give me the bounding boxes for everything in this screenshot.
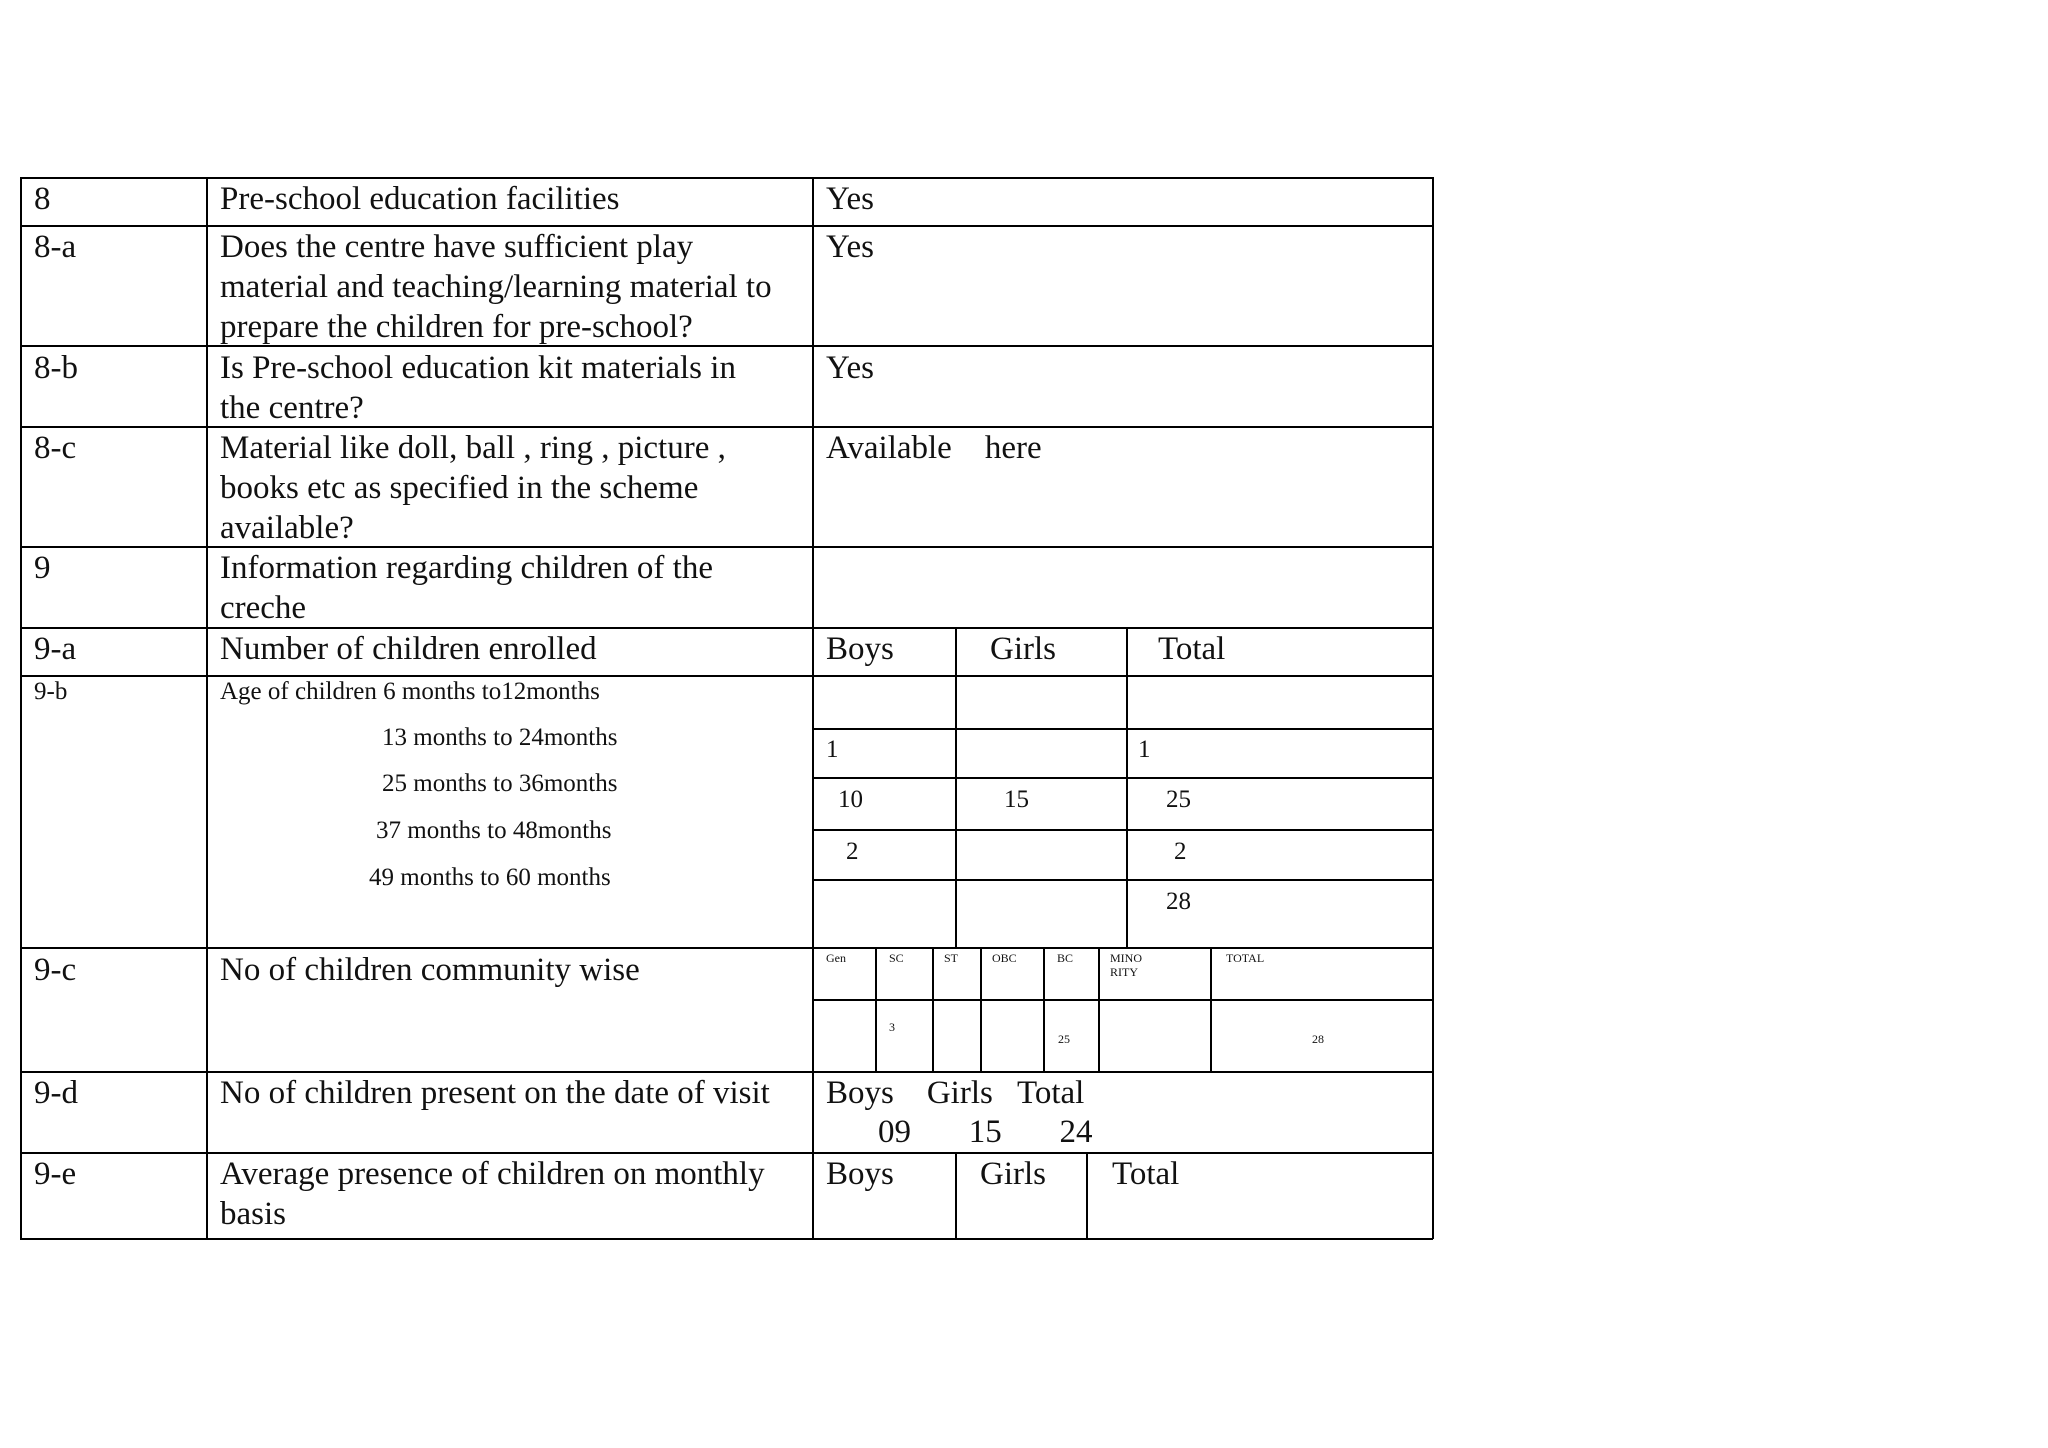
boys-girls-divider (955, 627, 957, 947)
row-number: 9-e (34, 1156, 77, 1192)
column-divider (206, 177, 208, 1239)
row-number: 8-c (34, 430, 77, 466)
total-header: Total (1158, 631, 1226, 667)
girls-header: Girls (990, 631, 1056, 667)
row-question: Is Pre-school education kit materials in the centre? (220, 350, 736, 426)
avg-divider (955, 1152, 957, 1239)
row-number: 9-b (34, 678, 68, 705)
row-answer: Available here (826, 430, 1042, 466)
girls-total-divider (1126, 627, 1128, 947)
age-label: 37 months to 48months (376, 817, 612, 844)
row-answer: Yes (826, 229, 875, 265)
boys-header: Boys (826, 631, 894, 667)
age-label: 49 months to 60 months (369, 864, 611, 891)
community-header: OBC (992, 951, 1017, 965)
inspection-table (20, 177, 1433, 1239)
row-question: Does the centre have sufficient play material and teaching/learning material to prepare the children for pre-school? (220, 229, 772, 345)
community-divider (980, 947, 982, 1071)
age-boys-value: 1 (826, 736, 839, 763)
row-answer: Yes (826, 181, 875, 217)
table-border-right (1432, 177, 1434, 1239)
community-header: ST (944, 951, 959, 965)
age-label: 13 months to 24months (382, 724, 618, 751)
community-divider (932, 947, 934, 1071)
age-total-value: 25 (1166, 786, 1191, 813)
row-answer: Yes (826, 350, 875, 386)
row-number: 9-c (34, 952, 77, 988)
community-value: 3 (889, 1020, 895, 1034)
age-boys-value: 10 (838, 786, 863, 813)
table-border-left (20, 177, 22, 1239)
row-number: 8-b (34, 350, 78, 386)
row-question: Material like doll, ball , ring , picture , books etc as specified in the scheme available? (220, 430, 726, 546)
row-question: No of children community wise (220, 952, 640, 988)
row-question: Average presence of children on monthly basis (220, 1156, 765, 1232)
row-question: No of children present on the date of visit (220, 1075, 770, 1111)
avg-divider (1086, 1152, 1088, 1239)
community-header: TOTAL (1226, 951, 1265, 965)
row-divider (20, 947, 1433, 949)
community-value: 25 (1058, 1032, 1070, 1046)
row-number: 8 (34, 181, 51, 217)
age-total-value: 1 (1138, 736, 1151, 763)
community-value: 28 (1312, 1032, 1324, 1046)
age-boys-value: 2 (846, 838, 859, 865)
row-question: Information regarding children of the creche (220, 550, 713, 626)
boys-header: Boys (826, 1156, 894, 1192)
present-labels: Boys Girls Total (826, 1075, 1085, 1111)
row-number: 9-a (34, 631, 77, 667)
column-divider (812, 177, 814, 1239)
table-border-bottom (20, 1238, 1433, 1240)
age-grid-line (813, 728, 1433, 730)
age-grid-line (813, 777, 1433, 779)
age-total-value: 2 (1174, 838, 1187, 865)
community-header: MINO RITY (1110, 951, 1142, 979)
present-values: 09 15 24 (878, 1114, 1093, 1150)
row-number: 9-d (34, 1075, 78, 1111)
age-grid-line (813, 879, 1433, 881)
row-number: 8-a (34, 229, 77, 265)
girls-header: Girls (980, 1156, 1046, 1192)
community-grid-line (813, 999, 1433, 1001)
community-divider (1043, 947, 1045, 1071)
community-header: SC (889, 951, 904, 965)
age-label: Age of children 6 months to12months (220, 678, 600, 705)
row-number: 9 (34, 550, 51, 586)
total-header: Total (1112, 1156, 1180, 1192)
community-header: Gen (826, 951, 846, 965)
community-divider (1210, 947, 1212, 1071)
community-header: BC (1057, 951, 1074, 965)
age-girls-value: 15 (1004, 786, 1029, 813)
community-divider (875, 947, 877, 1071)
row-question: Number of children enrolled (220, 631, 597, 667)
age-total-value: 28 (1166, 888, 1191, 915)
age-grid-line (813, 829, 1433, 831)
row-question: Pre-school education facilities (220, 181, 620, 217)
community-divider (1098, 947, 1100, 1071)
age-label: 25 months to 36months (382, 770, 618, 797)
